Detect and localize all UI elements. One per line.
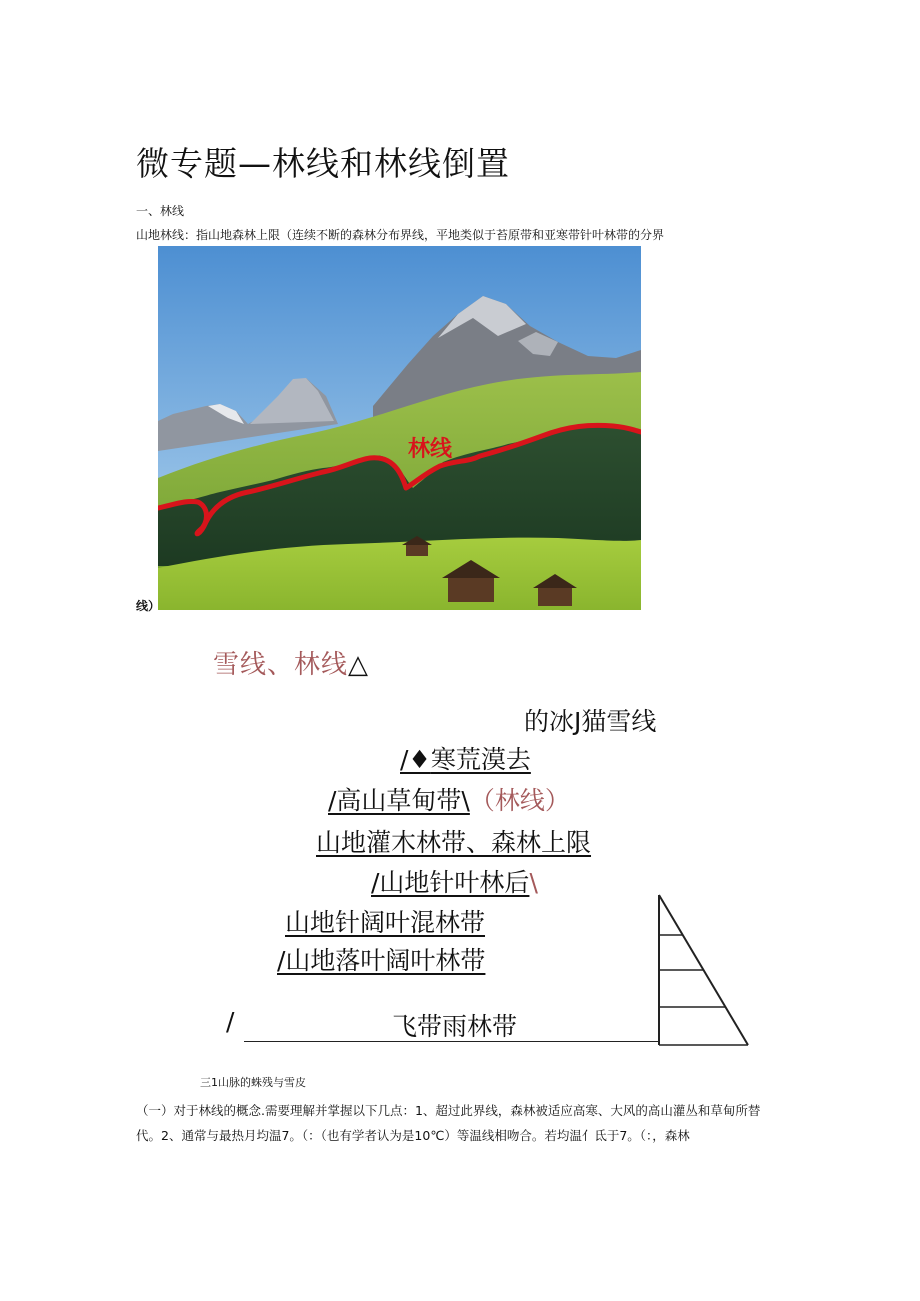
body-line-1: （一）对于林线的概念.需要理解并掌握以下几点：1、超过此界线，森林被适应高寒、大风的高山灌丛和草甸所替 bbox=[136, 1103, 761, 1118]
zone-alpine-meadow-label: /高山草甸带\ bbox=[328, 786, 470, 815]
zone-alpine-meadow bbox=[328, 781, 570, 817]
zone-alpine-desert bbox=[400, 740, 531, 776]
base-slash: / bbox=[226, 1007, 235, 1036]
zone-conifer-forest bbox=[371, 863, 538, 899]
body-line-2: 代。2、通常与最热月均温7。（：（也有学者认为是10℃）等温线相吻合。若均温亻氐于7。（：，森林 bbox=[136, 1128, 690, 1143]
mountain-profile bbox=[655, 893, 751, 1047]
zone-mountain-shrub: 山地灌木林带、森林上限 bbox=[316, 828, 592, 857]
diagram-baseline bbox=[244, 1041, 658, 1042]
zone-alpine-desert-prefix: /♦ bbox=[400, 745, 431, 774]
treeline-label: 林线 bbox=[408, 437, 453, 462]
figure-caption: 三1山脉的蛛残与雪皮 bbox=[200, 1076, 306, 1089]
definition-text: 山地林线：指山地森林上限（连续不断的森林分布界线，平地类似于苔原带和亚寒带针叶林带的分界 bbox=[136, 228, 665, 242]
triangle-mark: △ bbox=[348, 650, 370, 680]
treeline-photo bbox=[158, 246, 641, 610]
zone-conifer-forest-label: /山地针叶林后 bbox=[371, 868, 530, 897]
photo-caption-continuation: 线） bbox=[136, 599, 161, 613]
section-heading: 一、林线 bbox=[136, 204, 185, 218]
zone-mixed-forest: 山地针阔叶混林带 bbox=[285, 908, 486, 937]
page-title: 微专题—林线和林线倒置 bbox=[136, 144, 510, 183]
zone-deciduous-forest: /山地落叶阔叶林带 bbox=[277, 946, 486, 975]
zone-alpine-desert-label: 寒荒漠去 bbox=[430, 745, 531, 774]
zone-snowline: 的冰J猫雪线 bbox=[524, 707, 657, 736]
zone-conifer-forest-tail: \ bbox=[529, 868, 538, 897]
diagram-title-text: 雪线、林线 bbox=[213, 650, 349, 680]
diagram-title bbox=[213, 644, 369, 681]
zone-rainforest: 飞带雨林带 bbox=[392, 1012, 518, 1041]
treeline-note: （林线） bbox=[469, 786, 570, 815]
